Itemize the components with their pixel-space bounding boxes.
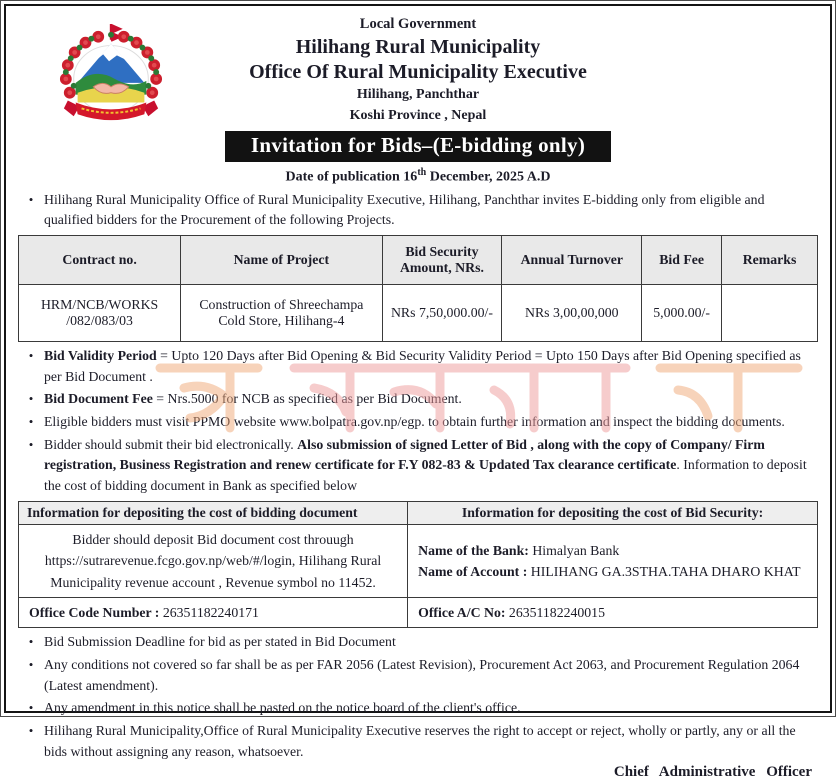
cell-project-name: Construction of Shreechampa Cold Store, Hilihang-4: [181, 285, 382, 342]
header-place: Hilihang, Panchthar: [356, 87, 480, 102]
note-post: = Upto 120 Days after Bid Opening & Bid Security Validity Period = Upto 150 Days after Bid Opening specified as per Bid Document .: [44, 348, 801, 384]
note-post: = Nrs.5000 for NCB as specified as per Bid Document.: [152, 391, 462, 407]
footer-bullet-amendment: [18, 698, 818, 719]
office-code-value: 26351182240171: [159, 604, 259, 620]
deposit-table-header-row: [19, 501, 818, 524]
bullet-icon: •: [28, 634, 34, 650]
deposit-info-table: [18, 501, 818, 629]
bullet-icon: •: [28, 723, 34, 739]
publication-date-ordinal: th: [417, 167, 427, 178]
office-account-cell: [408, 597, 818, 627]
projects-table: [18, 235, 818, 342]
cell-bid-fee: 5,000.00/-: [642, 285, 722, 342]
intro-text: Hilihang Rural Municipality Office of Rural Municipality Executive, Hilihang, Panchthar invites E-bidding only from eligible and qualified bidders for the Procurement of the following Projects.: [44, 191, 765, 228]
note-text: [44, 435, 818, 497]
office-account-value: 26351182240015: [505, 604, 605, 620]
bank-name-label: Name of the Bank:: [418, 542, 529, 558]
publication-date-text: Date of publication 16: [285, 169, 418, 185]
office-code-label: Office Code Number :: [29, 604, 160, 620]
bullet-icon: •: [28, 414, 34, 430]
cell-annual-turnover: NRs 3,00,00,000: [502, 285, 642, 342]
footer-bullet-rights-reserved: [18, 721, 818, 762]
nepal-emblem-icon: [52, 22, 170, 130]
bullet-icon: •: [28, 348, 34, 364]
publication-date-rest: December, 2025 A.D: [426, 169, 551, 185]
footer-note-text: Hilihang Rural Municipality,Office of Rural Municipality Executive reserves the right to accept or reject, wholly or partly, any or all the bids without assigning any reason, whatsoever.: [44, 723, 796, 759]
note-text: [44, 389, 818, 410]
deposit-cell-bank-details: [408, 524, 818, 597]
note-bullet-validity: [18, 346, 818, 387]
deposit-header-bidding-document: Information for depositing the cost of bidding document: [19, 501, 408, 524]
note-bold: Bid Document Fee: [44, 391, 153, 407]
header-province: Koshi Province , Nepal: [349, 108, 487, 123]
header-office: Office Of Rural Municipality Executive: [249, 61, 587, 83]
cell-contract-no: HRM/NCB/WORKS /082/083/03: [19, 285, 181, 342]
deposit-cell-revenue-instructions: Bidder should deposit Bid document cost throuugh https://sutrarevenue.fcgo.gov.np/web/#/login, Hilihang Rural Municipality revenue account , Revenue symbol no 11452.: [19, 524, 408, 597]
note-bullet-electronic-submission: [18, 435, 818, 497]
footer-note-text: Bid Submission Deadline for bid as per stated in Bid Document: [44, 634, 396, 650]
account-name-label: Name of Account :: [418, 563, 528, 579]
bullet-icon: •: [28, 657, 34, 673]
col-header-annual-turnover: Annual Turnover: [502, 236, 642, 285]
note-bullet-ppmo-website: [18, 412, 818, 433]
publication-date: [18, 167, 818, 186]
col-header-bid-fee: Bid Fee: [642, 236, 722, 285]
col-header-remarks: Remarks: [722, 236, 818, 285]
bank-name-value: Himalyan Bank: [528, 542, 620, 558]
col-header-contract-no: Contract no.: [19, 236, 181, 285]
cell-remarks: [722, 285, 818, 342]
document-header: [18, 16, 818, 124]
deposit-table-body-row: [19, 524, 818, 597]
footer-note-text: Any amendment in this notice shall be pasted on the notice board of the client's office.: [44, 700, 521, 716]
footer-bullet-regulations: [18, 655, 818, 696]
note-post: . Information to deposit the cost of bidding document in Bank as specified below: [44, 457, 807, 494]
note-text: [44, 412, 818, 433]
col-header-project-name: Name of Project: [181, 236, 382, 285]
bank-name-line: [418, 540, 807, 561]
deposit-table-footer-row: [19, 597, 818, 627]
note-text: [44, 346, 818, 387]
header-municipality: Hilihang Rural Municipality: [295, 36, 541, 58]
document-border: [4, 4, 832, 781]
note-bullet-document-fee: [18, 389, 818, 410]
note-bold: Bid Validity Period: [44, 348, 157, 364]
deposit-header-bid-security: Information for depositing the cost of Bid Security:: [408, 501, 818, 524]
header-department: Local Government: [359, 16, 477, 32]
office-code-cell: [19, 597, 408, 627]
projects-table-header-row: [19, 236, 818, 285]
col-header-bid-security: Bid Security Amount, NRs.: [382, 236, 502, 285]
note-pre: Eligible bidders must visit PPMO website www.bolpatra.gov.np/egp. to obtain further information and inspect the bidding documents.: [44, 414, 785, 430]
account-name-value: HILIHANG GA.3STHA.TAHA DHARO KHAT: [527, 563, 801, 579]
note-pre: Bidder should submit their bid electronically.: [44, 436, 298, 452]
intro-bullet: [18, 190, 818, 231]
account-name-line: [418, 561, 807, 582]
office-account-label: Office A/C No:: [418, 604, 506, 620]
bullet-icon: •: [28, 391, 34, 407]
note-bold: Also submission of signed Letter of Bid , along with the copy of Company/ Firm registration, Business Registration and renew certificate for F.Y 082-83 & Updated Tax clearance certificate: [44, 436, 765, 473]
bullet-icon: •: [28, 700, 34, 716]
invitation-banner: Invitation for Bids–(E-bidding only): [225, 131, 611, 162]
table-row: [19, 285, 818, 342]
bullet-icon: •: [28, 436, 34, 452]
footer-note-text: Any conditions not covered so far shall be as per FAR 2056 (Latest Revision), Procurement Act 2063, and Procurement Regulation 2064 (Latest amendment).: [44, 657, 800, 693]
bullet-icon: •: [28, 191, 34, 207]
footer-bullet-deadline: [18, 632, 818, 653]
cell-bid-security: NRs 7,50,000.00/-: [382, 285, 502, 342]
signatory-title: Chief Administrative Officer: [613, 764, 812, 781]
